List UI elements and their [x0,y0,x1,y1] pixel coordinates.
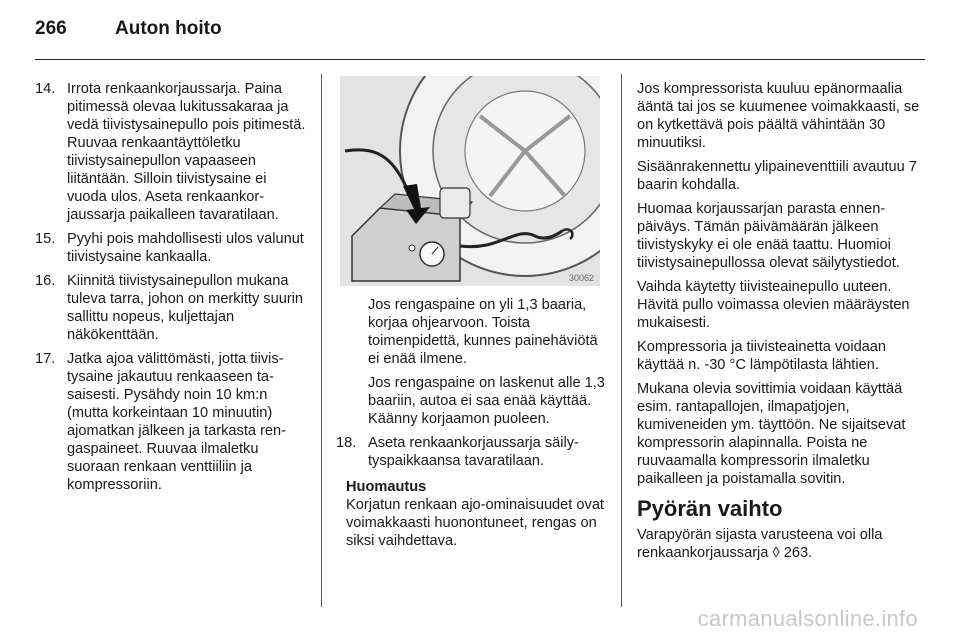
paragraph: Vaihda käytetty tiivisteainepullo uuteen. Hävitä pullo voimassa olevien määräysten mukaisesti. [637,279,910,331]
page-number: 266 [35,18,67,39]
note-box [336,478,606,550]
figure-number: 30062 [568,273,594,283]
column-left [35,80,307,500]
header-rule [35,59,925,60]
paragraph: Sisäänrakennettu ylipaineventtiili avautuu 7 baarin kohdalla. [637,159,917,193]
watermark: carmanualsonline.info [697,606,918,631]
page-header [35,18,222,40]
compressor-illustration [340,76,600,286]
paragraph: Huomaa korjaussarjan parasta ennen-päiväys. Tämän päivämäärän jälkeen tiivistyskyky ei ole enää taattu. Huomioi tiivistysainepullossa olevat säilytystiedot. [637,201,900,271]
column-middle [336,296,606,550]
paragraph: Mukana olevia sovittimia voidaan käyttää esim. rantapallojen, ilmapatjojen, kumiveneiden ym. täyttöön. Ne sijaitsevat kompressorin alapinnalla. Poista ne ruuvaamalla kompressorin ilmaletku paikalleen ja poistamalla sovitin. [637,381,906,487]
compressor-drawing [340,76,600,286]
list-item: 14. Irrota renkaankorjaussarja. Paina pitimessä olevaa lukitussakaraa ja vedä tiivistysainepullo pois pitimestä. Ruuvaa renkaantäyttöletku tiivistysainepullon vapaaseen liitäntään. Silloin tiivistysaine ei vuoda ulos. Aseta renkaankorjaussarja paikalleen tavaratilaan. [35,81,306,223]
list-item: 18. Aseta renkaankorjaussarja säilytyspaikkaansa tavaratilaan. [336,435,579,469]
paragraph: Kompressoria ja tiivisteainetta voidaan käyttää n. -30 °C lämpötilasta lähtien. [637,339,887,373]
paragraph: Jos kompressorista kuuluu epänormaalia ääntä tai jos se kuumenee voimakkaasti, se on kytkettävä pois päältä vähintään 30 minuutiksi. [637,81,920,151]
note-heading: Huomautus [346,479,427,495]
page-title: Auton hoito [115,18,222,39]
column-divider-right [621,74,622,607]
column-divider-left [321,74,322,607]
paragraph: Varapyörän sijasta varusteena voi olla renkaankorjaussarja ◊ 263. [637,527,883,561]
list-item: 16. Kiinnitä tiivistysainepullon mukana tuleva tarra, johon on merkitty suurin sallittu nopeus, kuljettajan näkökenttään. [35,273,304,343]
list-item: 15. Pyyhi pois mahdollisesti ulos valunut tiivistysaine kankaalla. [35,231,304,265]
paragraph: Jos rengaspaine on laskenut alle 1,3 baariin, autoa ei saa enää käyttää. Käänny korjaamon puoleen. [368,375,605,427]
section-heading: Pyörän vaihto [637,496,783,521]
paragraph: Jos rengaspaine on yli 1,3 baaria, korjaa ohjearvoon. Toista toimenpidettä, kunnes painehäviötä ei enää ilmene. [368,297,598,367]
list-item: 17. Jatka ajoa välittömästi, jotta tiivistysaine jakautuu renkaaseen tasaisesti. Pysähdy noin 10 km:n (mutta korkeintaan 10 minuutin) ajomatkan jälkeen ja tarkasta rengaspaineet. Ruuvaa ilmaletku suoraan renkaan venttiiliin ja kompressoriin. [35,351,287,493]
column-right [637,80,927,568]
note-text: Korjatun renkaan ajo-ominaisuudet ovat voimakkaasti huonontuneet, rengas on siksi vaihdettava. [346,497,604,549]
